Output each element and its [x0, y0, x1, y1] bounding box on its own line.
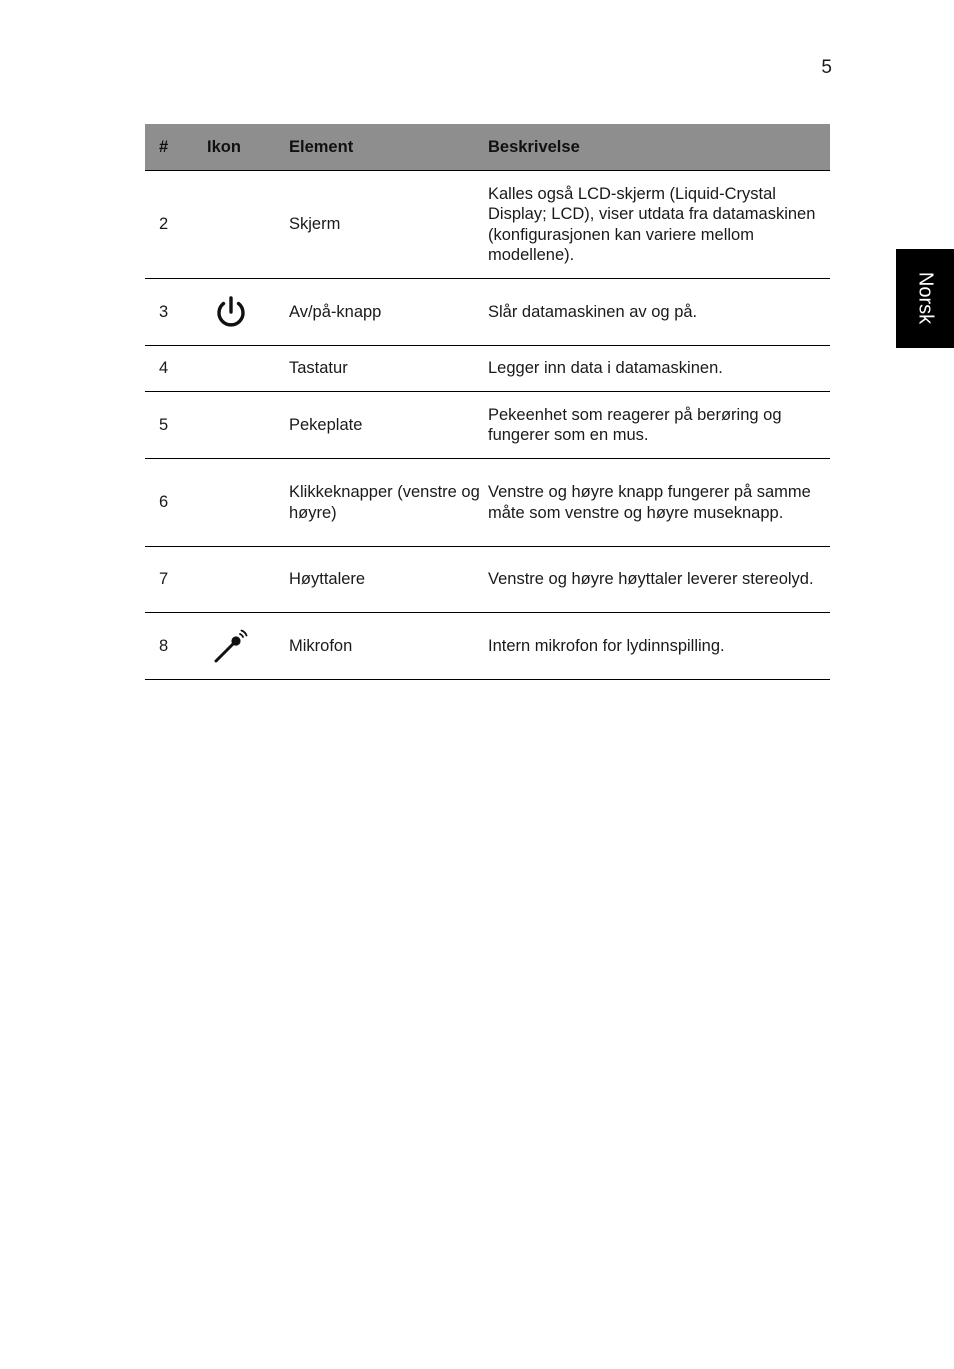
row-num: 4: [145, 346, 207, 392]
row-icon-cell: [207, 613, 289, 680]
row-element: Pekeplate: [289, 392, 488, 459]
table-row: [145, 547, 830, 613]
row-num: 3: [145, 279, 207, 346]
row-element: Tastatur: [289, 346, 488, 392]
row-element: Høyttalere: [289, 547, 488, 613]
row-num: 7: [145, 547, 207, 613]
row-description: Intern mikrofon for lydinnspilling.: [488, 613, 830, 680]
header-num: #: [145, 124, 207, 171]
row-description: Kalles også LCD-skjerm (Liquid-Crystal Display; LCD), viser utdata fra datamaskinen (konfigurasjonen kan variere mellom modellene).: [488, 171, 830, 279]
microphone-icon: [213, 628, 249, 664]
row-description: Legger inn data i datamaskinen.: [488, 346, 830, 392]
header-element: Element: [289, 124, 488, 171]
power-icon: [213, 294, 249, 330]
row-element: Av/på-knapp: [289, 279, 488, 346]
row-icon-cell: [207, 171, 289, 279]
component-table: [145, 124, 830, 680]
table-row: [145, 346, 830, 392]
row-num: 2: [145, 171, 207, 279]
row-icon-cell: [207, 547, 289, 613]
row-num: 5: [145, 392, 207, 459]
row-description: Pekeenhet som reagerer på berøring og fungerer som en mus.: [488, 392, 830, 459]
table-row: [145, 171, 830, 279]
language-tab: [896, 249, 954, 348]
table-row: [145, 613, 830, 680]
language-tab-label: Norsk: [914, 271, 937, 325]
table-header-row: [145, 124, 830, 171]
row-num: 6: [145, 459, 207, 547]
row-element: Klikkeknapper (venstre og høyre): [289, 459, 488, 547]
row-description: Venstre og høyre knapp fungerer på samme måte som venstre og høyre museknapp.: [488, 459, 830, 547]
row-icon-cell: [207, 279, 289, 346]
row-description: Slår datamaskinen av og på.: [488, 279, 830, 346]
row-icon-cell: [207, 346, 289, 392]
header-description: Beskrivelse: [488, 124, 830, 171]
page-number: 5: [821, 57, 832, 78]
table-row: [145, 392, 830, 459]
header-icon: Ikon: [207, 124, 289, 171]
row-element: Mikrofon: [289, 613, 488, 680]
row-icon-cell: [207, 459, 289, 547]
table-row: [145, 459, 830, 547]
row-num: 8: [145, 613, 207, 680]
row-description: Venstre og høyre høyttaler leverer stereolyd.: [488, 547, 830, 613]
row-icon-cell: [207, 392, 289, 459]
row-element: Skjerm: [289, 171, 488, 279]
table-row: [145, 279, 830, 346]
